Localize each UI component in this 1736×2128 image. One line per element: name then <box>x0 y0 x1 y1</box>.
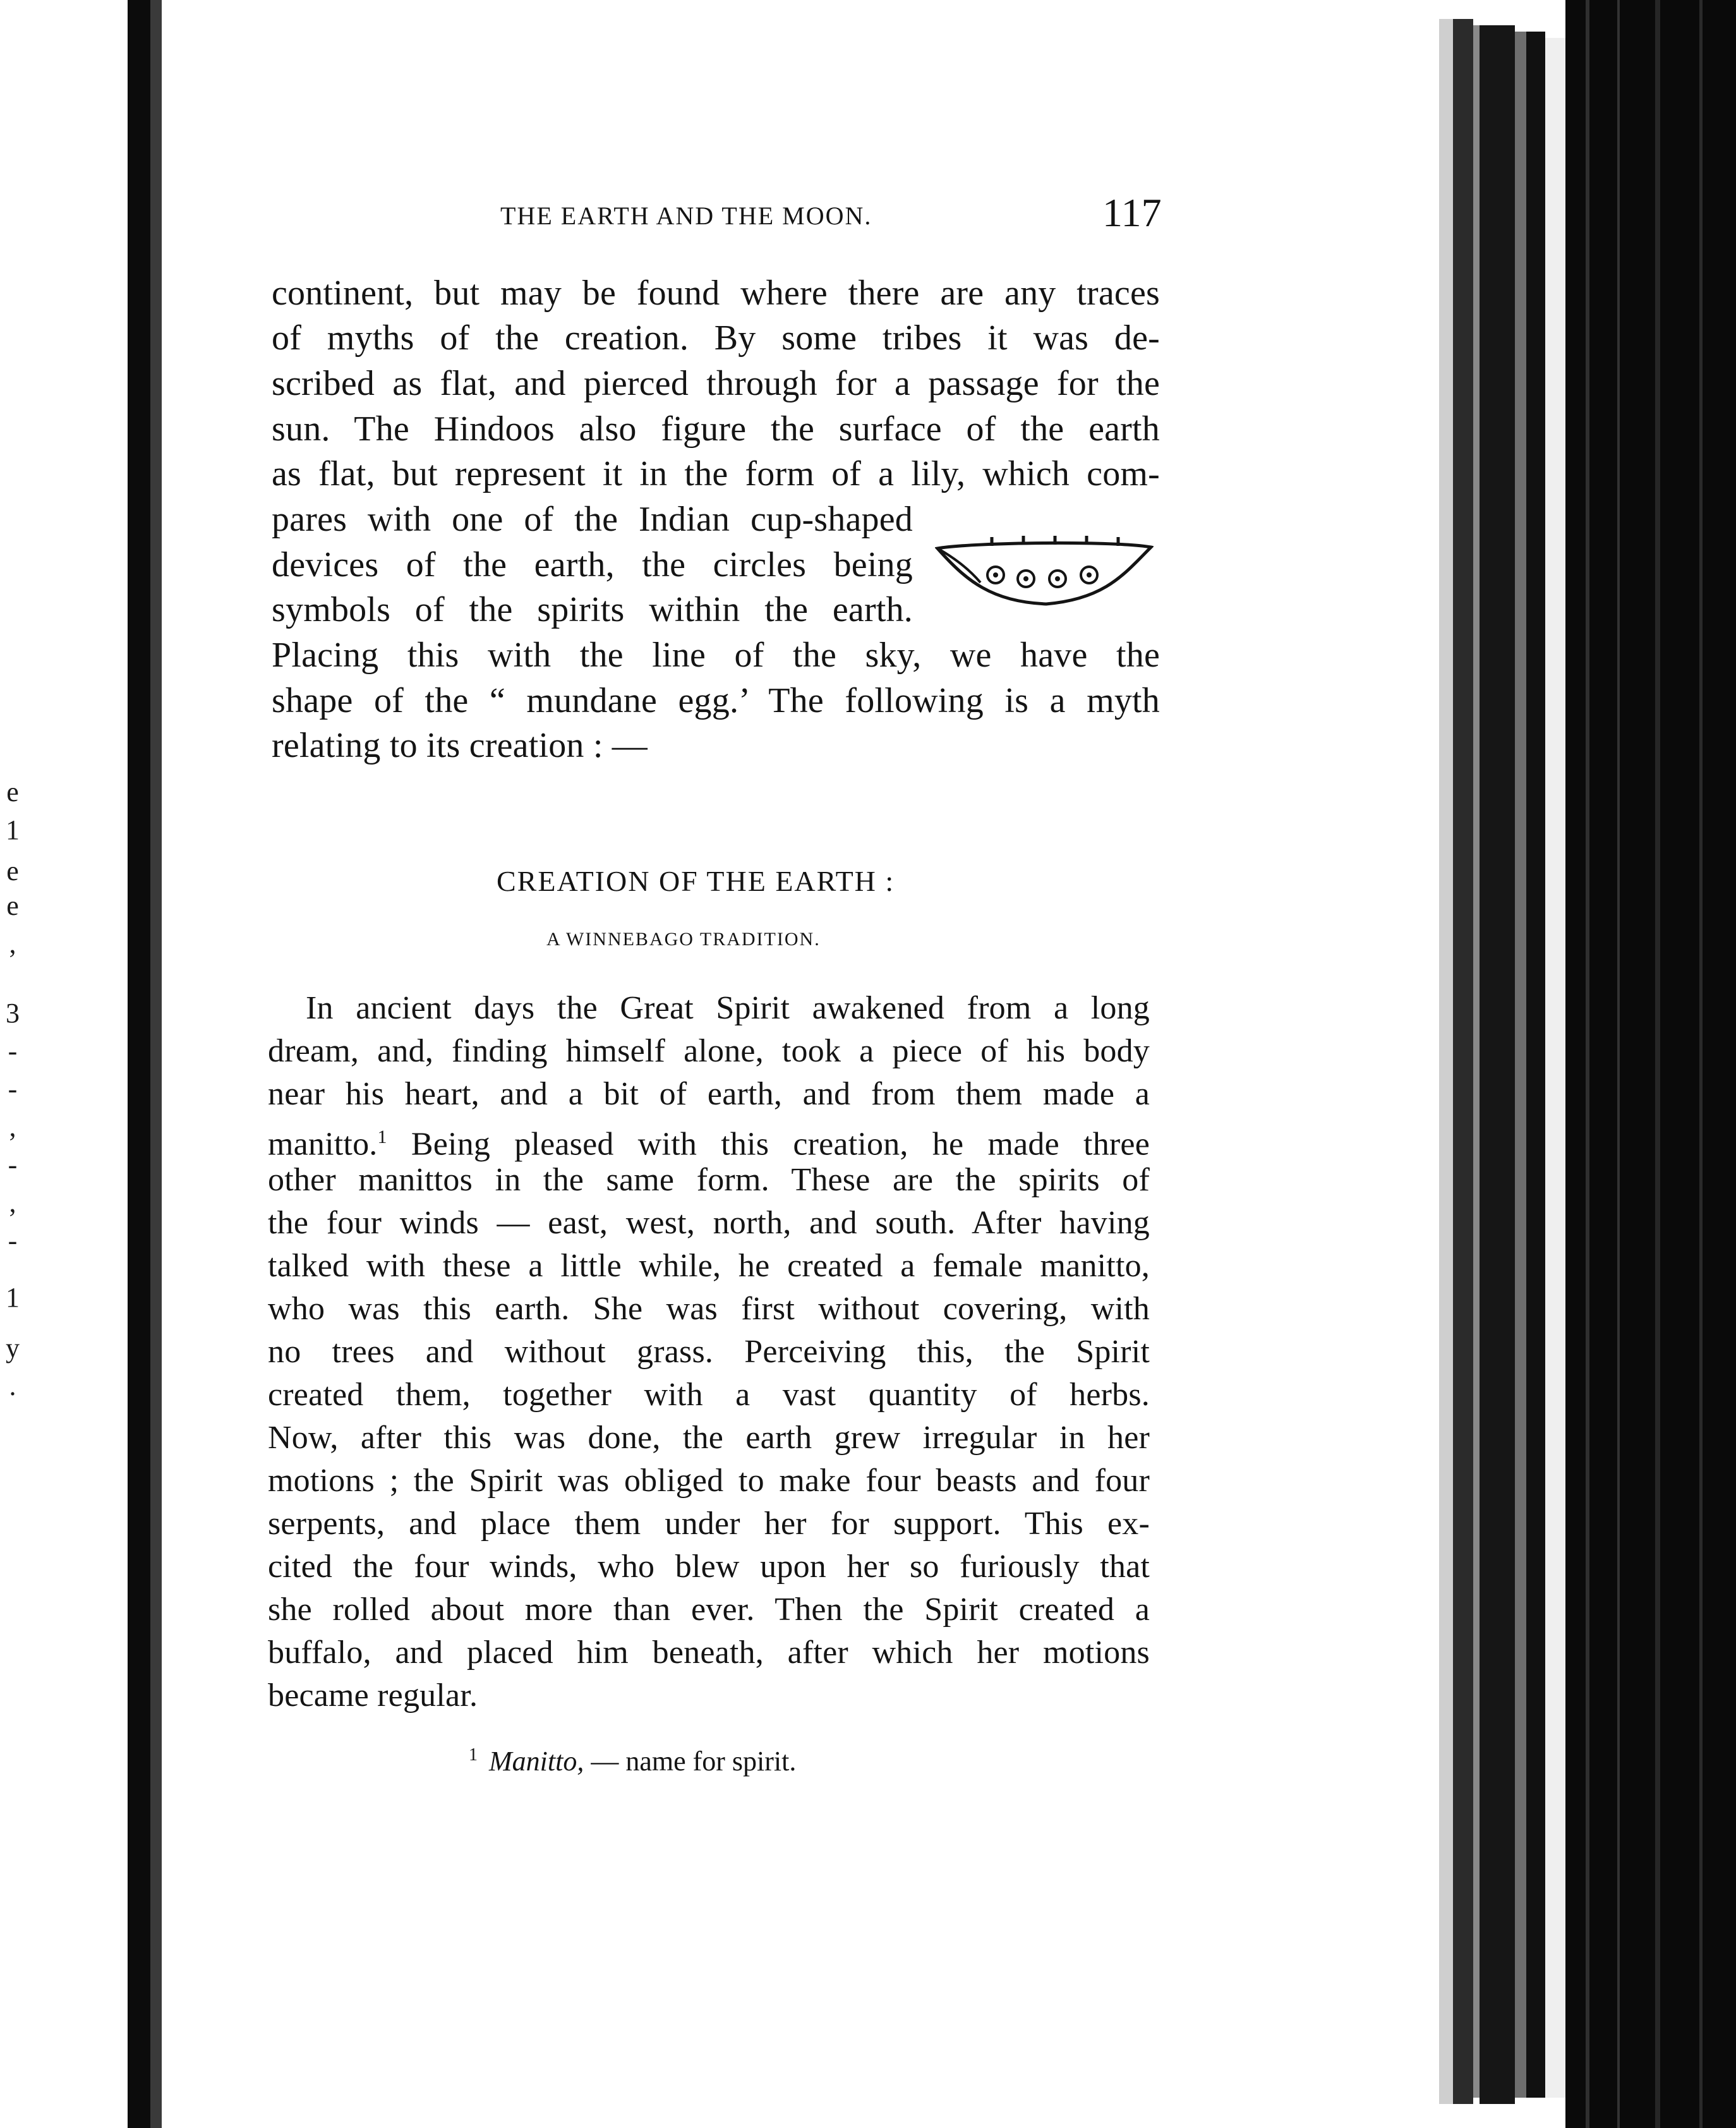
text-line: pares with one of the Indian cup-shaped <box>272 500 913 539</box>
edge-char: , <box>9 928 16 959</box>
running-header: THE EARTH AND THE MOON. <box>500 202 872 230</box>
edge-char: , <box>9 1187 16 1218</box>
text-line: cited the four winds, who blew upon her so furiously that <box>268 1549 1150 1585</box>
text-line: near his heart, and a bit of earth, and from them made a <box>268 1076 1150 1112</box>
text-line: no trees and without grass. Perceiving this, the Spirit <box>268 1334 1150 1370</box>
text-line: Now, after this was done, the earth grew irregular in her <box>268 1420 1150 1456</box>
edge-char: y <box>6 1333 20 1363</box>
text-line: as flat, but represent it in the form of a lily, which com- <box>272 454 1160 493</box>
text-line: who was this earth. She was first without covering, with <box>268 1291 1150 1327</box>
edge-char: - <box>8 1036 18 1067</box>
text-line: talked with these a little while, he created a female manitto, <box>268 1248 1150 1284</box>
text-line: serpents, and place them under her for support. This ex- <box>268 1506 1150 1542</box>
text-line: created them, together with a vast quantity of herbs. <box>268 1377 1150 1413</box>
cup-shaped-earth-figure <box>935 536 1154 610</box>
text-line: motions ; the Spirit was obliged to make four beasts and four <box>268 1463 1150 1499</box>
text-line: dream, and, finding himself alone, took a piece of his body <box>268 1033 1150 1069</box>
text-line: sun. The Hindoos also figure the surface of the earth <box>272 409 1160 449</box>
text-line: scribed as flat, and pierced through for a passage for the <box>272 364 1160 403</box>
edge-char: e <box>6 855 19 886</box>
edge-char: - <box>8 1225 18 1256</box>
footnote-reference: 1 <box>377 1127 387 1147</box>
text-line: In ancient days the Great Spirit awakened from a long <box>306 990 1150 1026</box>
footnote-term: Manitto, <box>489 1746 584 1777</box>
section-subtitle: A WINNEBAGO TRADITION. <box>546 929 821 950</box>
text-line: continent, but may be found where there are any traces <box>272 274 1160 313</box>
edge-char: 1 <box>6 814 20 845</box>
text-line: relating to its creation : — <box>272 726 648 765</box>
text-line: buffalo, and placed him beneath, after which her motions <box>268 1635 1150 1671</box>
text-line: the four winds — east, west, north, and south. After having <box>268 1205 1150 1241</box>
text-line <box>268 1117 1150 1164</box>
text-line: other manittos in the same form. These are the spirits of <box>268 1162 1150 1198</box>
edge-char: e <box>6 890 19 921</box>
text-line: of myths of the creation. By some tribes it was de- <box>272 318 1160 358</box>
section-title: CREATION OF THE EARTH : <box>497 865 895 897</box>
text-line: became regular. <box>268 1678 478 1714</box>
edge-char: , <box>9 1111 16 1142</box>
footnote <box>469 1745 796 1777</box>
text-line: she rolled about more than ever. Then the Spirit created a <box>268 1592 1150 1628</box>
edge-char: 1 <box>6 1282 20 1313</box>
text-fragment: Being pleased with this creation, he made three <box>387 1126 1150 1163</box>
edge-char: e <box>6 777 19 807</box>
text-line: Placing this with the line of the sky, we have the <box>272 636 1160 675</box>
edge-char: 3 <box>6 998 20 1029</box>
page-number: 117 <box>1102 190 1162 235</box>
text-fragment: manitto. <box>268 1126 378 1163</box>
text-line: shape of the “ mundane egg.’ The following is a myth <box>272 681 1160 720</box>
edge-char: . <box>9 1370 16 1401</box>
text-line: devices of the earth, the circles being <box>272 545 913 584</box>
edge-char: - <box>8 1149 18 1180</box>
edge-char: - <box>8 1073 18 1104</box>
footnote-text: — name for spirit. <box>584 1746 797 1777</box>
text-line: symbols of the spirits within the earth. <box>272 590 913 629</box>
footnote-marker: 1 <box>469 1745 478 1765</box>
